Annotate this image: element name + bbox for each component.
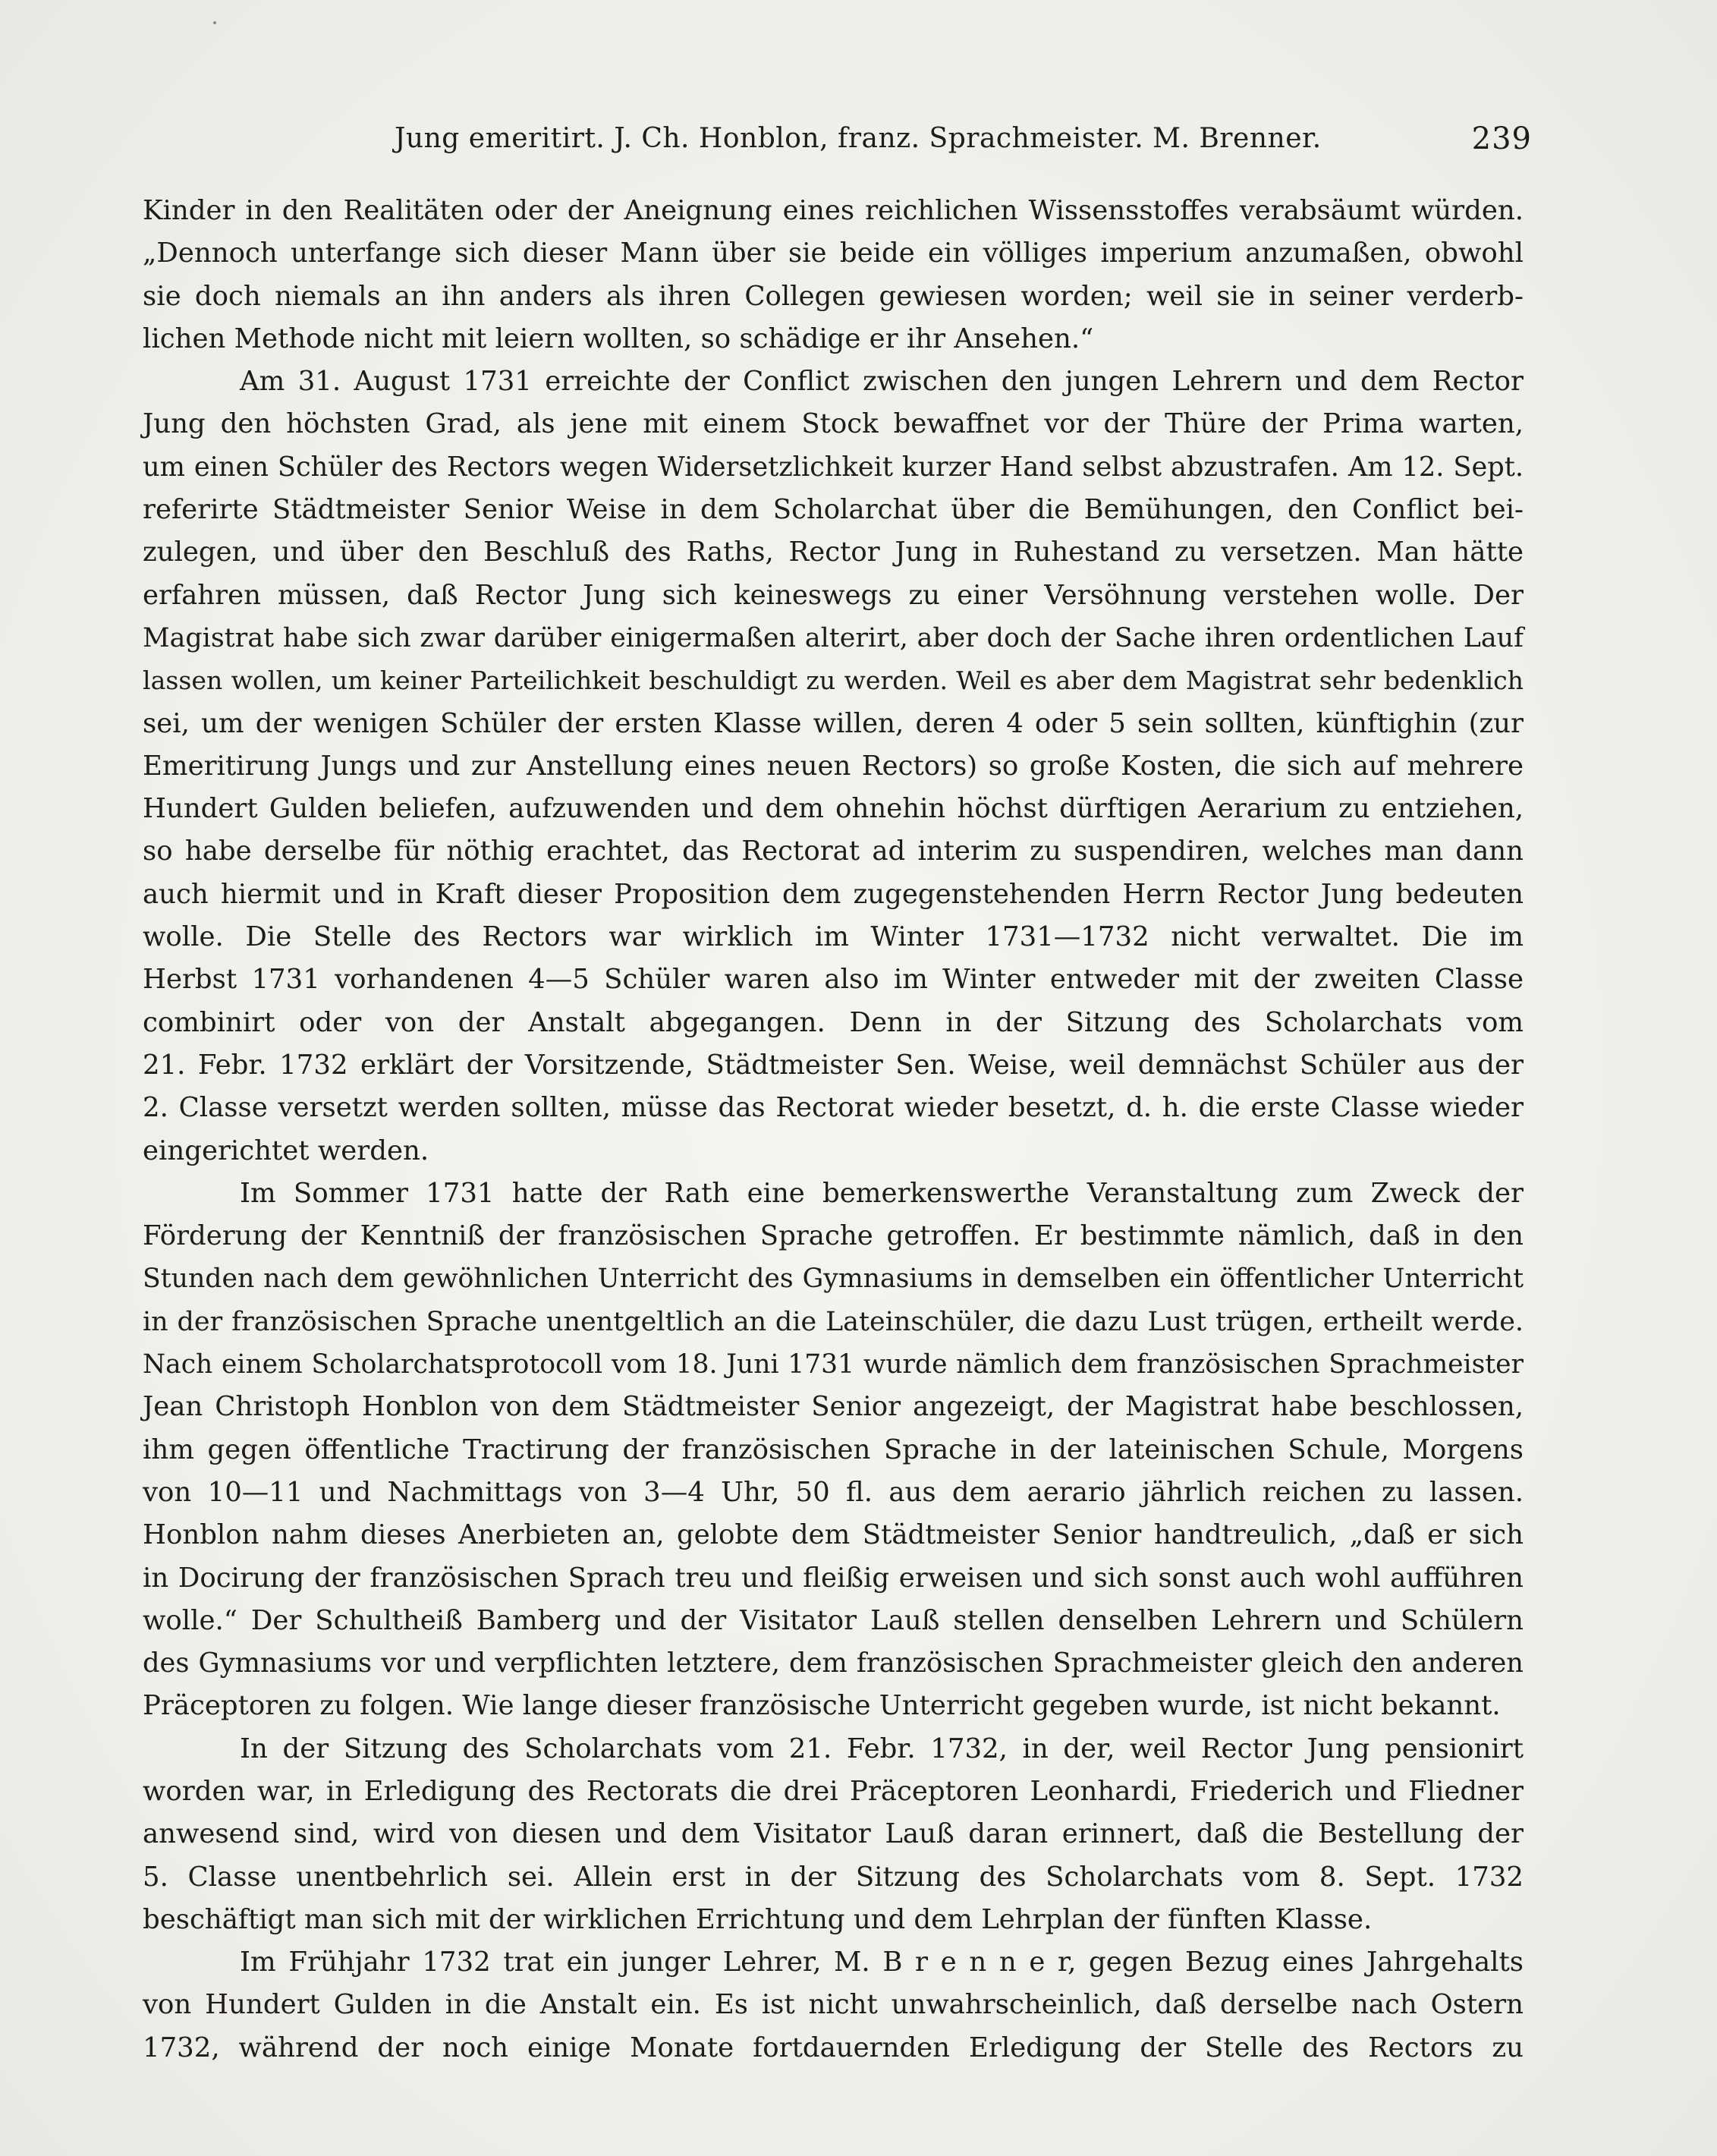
text-line: worden war, in Erledigung des Rectorats die drei Präceptoren Leonhardi, Friederich und Fliedner (143, 1775, 1524, 1807)
text-line: Im Sommer 1731 hatte der Rath eine bemerkenswerthe Veranstaltung zum Zweck der (240, 1177, 1524, 1209)
text-line: anwesend sind, wird von diesen und dem Visitator Lauß daran erinnert, daß die Bestellung der (143, 1818, 1524, 1850)
text-line: eingerichtet werden. (143, 1135, 429, 1166)
text-line: sie doch niemals an ihn anders als ihren Collegen gewiesen worden; weil sie in seiner verderb- (143, 280, 1524, 312)
running-head: Jung emeritirt. J. Ch. Honblon, franz. Sprachmeister. M. Brenner. (395, 123, 1322, 154)
text-line: wolle.“ Der Schultheiß Bamberg und der Visitator Lauß stellen denselben Lehrern und Schülern (143, 1604, 1524, 1636)
text-line: Am 31. August 1731 erreichte der Conflict zwischen den jungen Lehrern und dem Rector (240, 366, 1524, 398)
text-line: wolle. Die Stelle des Rectors war wirklich im Winter 1731—1732 nicht verwaltet. Die im (143, 921, 1524, 953)
text-line: Stunden nach dem gewöhnlichen Unterricht des Gymnasiums in demselben ein öffentlicher Unterricht (143, 1264, 1524, 1295)
text-line: 21. Febr. 1732 erklärt der Vorsitzende, Städtmeister Sen. Weise, weil demnächst Schüler aus der (143, 1049, 1524, 1081)
text-line: Förderung der Kenntniß der französischen Sprache getroffen. Er bestimmte nämlich, daß in den (143, 1220, 1524, 1252)
text-line: des Gymnasiums vor und verpflichten letztere, dem französischen Sprachmeister gleich den anderen (143, 1648, 1524, 1679)
text-line: Jean Christoph Honblon von dem Städtmeister Senior angezeigt, der Magistrat habe beschlossen, (143, 1391, 1524, 1423)
text-line: Nach einem Scholarchatsprotocoll vom 18. Juni 1731 wurde nämlich dem französischen Sprachmeister (143, 1349, 1524, 1380)
text-line: in Docirung der französischen Sprach treu und fleißig erweisen und sich sonst auch wohl aufführen (143, 1562, 1524, 1594)
page-header (144, 120, 1532, 158)
text-line: Hundert Gulden beliefen, aufzuwenden und dem ohnehin höchst dürftigen Aerarium zu entziehen, (143, 793, 1524, 825)
text-line: 2. Classe versetzt werden sollten, müsse das Rectorat wieder besetzt, d. h. die erste Classe wieder (143, 1092, 1524, 1124)
text-line: um einen Schüler des Rectors wegen Widersetzlichkeit kurzer Hand selbst abzustrafen. Am 12. Sept. (143, 451, 1524, 483)
text-line: in der französischen Sprache unentgeltlich an die Lateinschüler, die dazu Lust trügen, ertheilt werde. (143, 1306, 1524, 1337)
text-line: zulegen, und über den Beschluß des Raths, Rector Jung in Ruhestand zu versetzen. Man hätte (143, 537, 1524, 568)
paper-speck (213, 21, 216, 24)
text-line: Kinder in den Realitäten oder der Aneignung eines reichlichen Wissensstoffes verabsäumt würden. (143, 195, 1524, 226)
page-number: 239 (1471, 121, 1532, 156)
text-line: Honblon nahm dieses Anerbieten an, gelobte dem Städtmeister Senior handtreulich, „daß er sich (143, 1519, 1524, 1551)
text-line: von 10—11 und Nachmittags von 3—4 Uhr, 50 fl. aus dem aerario jährlich reichen zu lassen. (143, 1476, 1524, 1508)
text-line: „Dennoch unterfange sich dieser Mann über sie beide ein völliges imperium anzumaßen, obwohl (143, 238, 1524, 269)
text-line: 1732, während der noch einige Monate fortdauernden Erledigung der Stelle des Rectors zu (143, 2032, 1524, 2063)
text-line: 5. Classe unentbehrlich sei. Allein erst in der Sitzung des Scholarchats vom 8. Sept. 1732 (143, 1861, 1524, 1893)
text-line: Im Frühjahr 1732 trat ein junger Lehrer, M. B r e n n e r, gegen Bezug eines Jahrgehalts (240, 1947, 1524, 1978)
text-line: sei, um der wenigen Schüler der ersten Klasse willen, deren 4 oder 5 sein sollten, künftighin (zur (143, 707, 1524, 739)
text-line: In der Sitzung des Scholarchats vom 21. Febr. 1732, in der, weil Rector Jung pensionirt (240, 1733, 1524, 1764)
text-line: so habe derselbe für nöthig erachtet, das Rectorat ad interim zu suspendiren, welches man dann (143, 836, 1524, 867)
text-line: Jung den höchsten Grad, als jene mit einem Stock bewaffnet vor der Thüre der Prima warten, (143, 408, 1524, 440)
text-line: referirte Städtmeister Senior Weise in dem Scholarchat über die Bemühungen, den Conflict bei- (143, 494, 1524, 526)
text-line: Präceptoren zu folgen. Wie lange dieser französische Unterricht gegeben wurde, ist nicht bekannt. (143, 1690, 1501, 1722)
text-line: Herbst 1731 vorhandenen 4—5 Schüler waren also im Winter entweder mit der zweiten Classe (143, 964, 1524, 996)
text-line: erfahren müssen, daß Rector Jung sich keineswegs zu einer Versöhnung verstehen wolle. Der (143, 579, 1524, 611)
text-line: lassen wollen, um keiner Parteilichkeit beschuldigt zu werden. Weil es aber dem Magistrat sehr bedenklich (143, 666, 1524, 696)
text-line: ihm gegen öffentliche Tractirung der französischen Sprache in der lateinischen Schule, Morgens (143, 1434, 1524, 1465)
text-line: beschäftigt man sich mit der wirklichen Errichtung und dem Lehrplan der fünften Klasse. (143, 1903, 1373, 1935)
text-line: auch hiermit und in Kraft dieser Proposition dem zugegenstehenden Herrn Rector Jung bedeuten (143, 878, 1524, 910)
text-line: combinirt oder von der Anstalt abgegangen. Denn in der Sitzung des Scholarchats vom (143, 1006, 1524, 1038)
text-line: Magistrat habe sich zwar darüber einigermaßen alterirt, aber doch der Sache ihren ordentlichen Lauf (143, 622, 1524, 653)
text-line: lichen Methode nicht mit leiern wollten, so schädige er ihr Ansehen.“ (143, 323, 1094, 354)
text-line: von Hundert Gulden in die Anstalt ein. Es ist nicht unwahrscheinlich, daß derselbe nach Ostern (143, 1989, 1524, 2021)
body-text (143, 190, 1524, 2069)
text-line: Emeritirung Jungs und zur Anstellung eines neuen Rectors) so große Kosten, die sich auf mehrere (143, 750, 1524, 782)
